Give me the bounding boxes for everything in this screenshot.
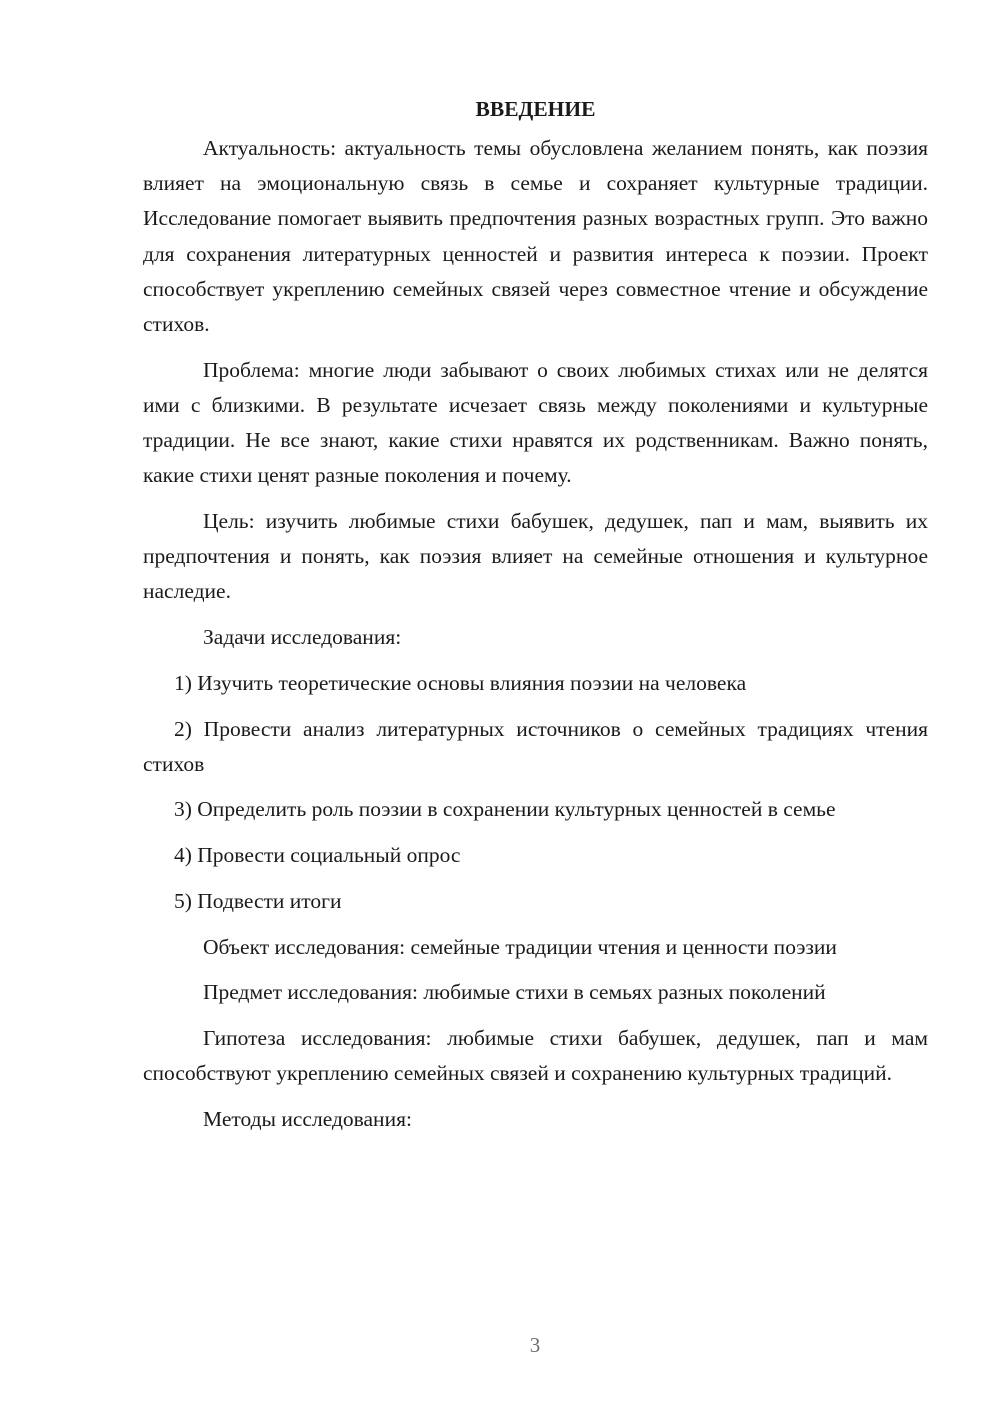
object-paragraph: Объект исследования: семейные традиции чтения и ценности поэзии bbox=[203, 934, 837, 959]
task-item-2: 2) Провести анализ литературных источников о семейных традициях чтения стихов bbox=[143, 716, 928, 776]
page-number: 3 bbox=[529, 1333, 541, 1357]
page-title: ВВЕДЕНИЕ bbox=[475, 97, 596, 121]
task-item-4: 4) Провести социальный опрос bbox=[174, 843, 461, 868]
task-item-3: 3) Определить роль поэзии в сохранении культурных ценностей в семье bbox=[174, 797, 836, 822]
task-item-1: 1) Изучить теоретические основы влияния поэзии на человека bbox=[174, 670, 747, 695]
task-item-5: 5) Подвести итоги bbox=[174, 888, 342, 913]
problem-paragraph: Проблема: многие люди забывают о своих любимых стихах или не делятся ими с близкими. В результате исчезает связь между поколениями и культурные традиции. Не все знают, какие стихи нравятся их родственникам. Важно понять, какие стихи ценят разные поколения и почему. bbox=[143, 357, 928, 488]
subject-paragraph: Предмет исследования: любимые стихи в семьях разных поколений bbox=[203, 980, 826, 1005]
goal-paragraph: Цель: изучить любимые стихи бабушек, дедушек, пап и мам, выявить их предпочтения и понять, как поэзия влияет на семейные отношения и культурное наследие. bbox=[143, 509, 928, 604]
methods-heading: Методы исследования: bbox=[203, 1106, 412, 1131]
document-page bbox=[143, 92, 928, 1148]
hypothesis-paragraph: Гипотеза исследования: любимые стихи бабушек, дедушек, пап и мам способствуют укреплению семейных связей и сохранению культурных традиций. bbox=[143, 1025, 928, 1086]
tasks-heading: Задачи исследования: bbox=[203, 625, 402, 650]
relevance-paragraph: Актуальность: актуальность темы обусловлена желанием понять, как поэзия влияет на эмоциональную связь в семье и сохраняет культурные традиции. Исследование помогает выявить предпочтения разных возрастных групп. Это важно для сохранения литературных ценностей и развития интереса к поэзии. Проект способствует укреплению семейных связей через совместное чтение и обсуждение стихов. bbox=[143, 136, 928, 337]
